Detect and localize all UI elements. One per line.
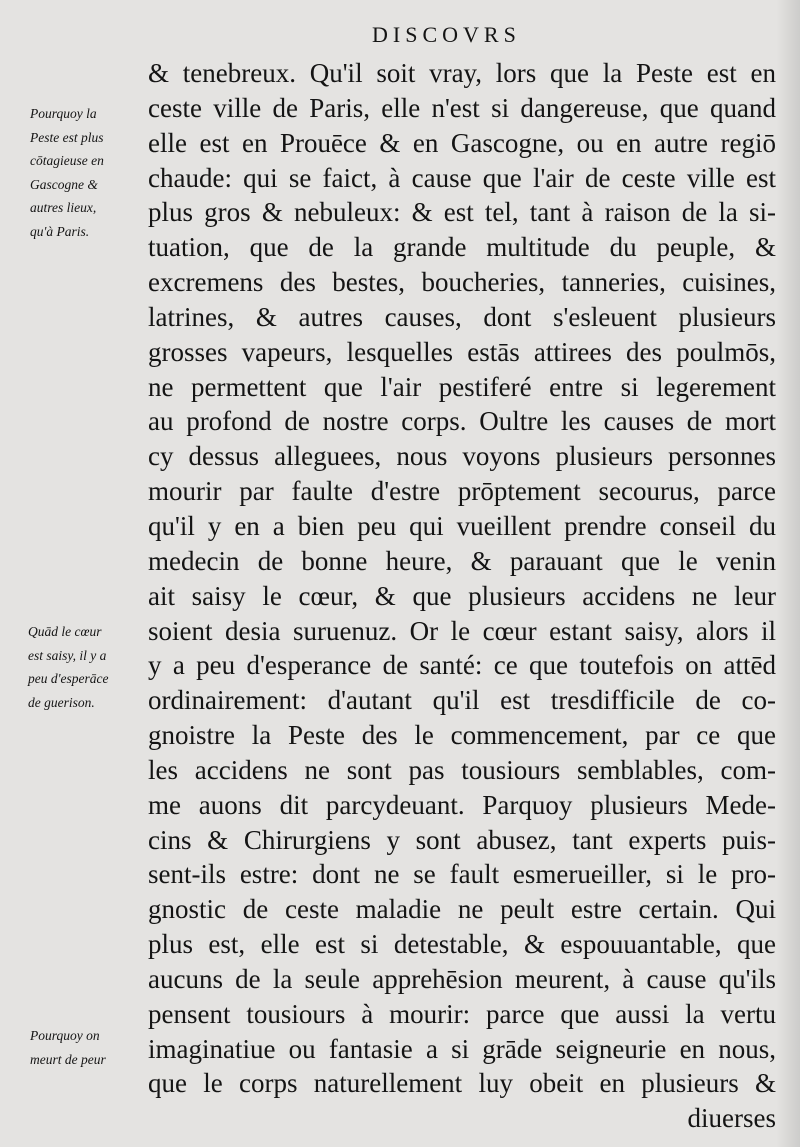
text-line: tuation, que de la grande multitude du peuple, & [148, 232, 776, 263]
text-line: elle est en Prouēce & en Gascogne, ou en autre regiō [148, 127, 776, 158]
margin-note-plague-paris [30, 102, 142, 243]
text-line: ordinairement: d'autant qu'il est tresdifficile de co- [148, 685, 776, 716]
margin-note-die-of-fear [30, 1024, 142, 1071]
margin-note-line: Quād le cœur [28, 624, 102, 639]
text-line: medecin de bonne heure, & parauant que le venin [148, 545, 776, 576]
text-line: ait saisy le cœur, & que plusieurs accidens ne leur [148, 580, 776, 611]
page-edge-shadow [776, 0, 800, 1147]
running-header: DISCOVRS [372, 22, 521, 47]
margin-note-line: est saisy, il y a [28, 647, 107, 663]
margin-note-line: meurt de peur [30, 1051, 106, 1067]
text-line: gnostic de ceste maladie ne peult estre certain. Qui [148, 894, 776, 925]
text-line: aucuns de la seule apprehēsion meurent, à cause qu'ils [148, 963, 776, 994]
text-line: ceste ville de Paris, elle n'est si dangereuse, que quand [148, 92, 776, 123]
text-line: y a peu d'esperance de santé: ce que toutefois on attēd [148, 650, 776, 681]
text-line: mourir par faulte d'estre prōptement secourus, parce [148, 476, 776, 507]
margin-note-line: Gascogne & [30, 176, 98, 192]
margin-note-line: de guerison. [28, 694, 95, 710]
text-line: plus gros & nebuleux: & est tel, tant à raison de la si- [148, 197, 776, 228]
margin-note-line: Pourquoy on [30, 1028, 100, 1043]
text-line: cy dessus alleguees, nous voyons plusieurs personnes [148, 441, 776, 472]
text-line: diuerses [687, 1103, 776, 1134]
margin-note-line: Pourquoy la [30, 106, 97, 121]
text-line: imaginatiue ou fantasie a si grāde seigneurie en nous, [148, 1033, 776, 1064]
text-line: plus est, elle est si detestable, & espouuantable, que [148, 929, 776, 960]
text-line: & tenebreux. Qu'il soit vray, lors que la Peste est en [148, 58, 776, 88]
text-line: que le corps naturellement luy obeit en plusieurs & [148, 1068, 776, 1099]
text-line: excremens des bestes, boucheries, tanneries, cuisines, [148, 267, 776, 298]
margin-note-heart-seized [28, 620, 140, 714]
text-line: me auons dit parcydeuant. Parquoy plusieurs Mede- [148, 789, 776, 820]
text-line: gnoistre la Peste des le commencement, par ce que [148, 720, 776, 751]
text-line: grosses vapeurs, lesquelles estās attirees des poulmōs, [148, 336, 776, 367]
margin-note-line: autres lieux, [30, 200, 97, 215]
margin-note-line: qu'à Paris. [30, 223, 90, 239]
text-line: ne permettent que l'air pestiferé entre si legerement [148, 371, 776, 402]
margin-note-line: peu d'esperāce [28, 671, 109, 686]
text-line: au profond de nostre corps. Oultre les causes de mort [148, 406, 776, 437]
text-line: latrines, & autres causes, dont s'esleuent plusieurs [148, 301, 776, 332]
margin-note-line: Peste est plus [30, 129, 104, 145]
text-line: qu'il y en a bien peu qui vueillent prendre conseil du [148, 510, 776, 541]
text-line: soient desia suruenuz. Or le cœur estant saisy, alors il [148, 615, 776, 646]
text-line: sent-ils estre: dont ne se fault esmerueiller, si le pro- [148, 859, 776, 890]
text-line: pensent tousiours à mourir: parce que aussi la vertu [148, 998, 776, 1029]
text-line: chaude: qui se faict, à cause que l'air de ceste ville est [148, 162, 776, 193]
text-line: cins & Chirurgiens y sont abusez, tant experts puis- [148, 824, 776, 855]
margin-note-line: cōtagieuse en [30, 153, 104, 168]
body-text [148, 56, 776, 1136]
text-line: les accidens ne sont pas tousiours semblables, com- [148, 754, 776, 785]
